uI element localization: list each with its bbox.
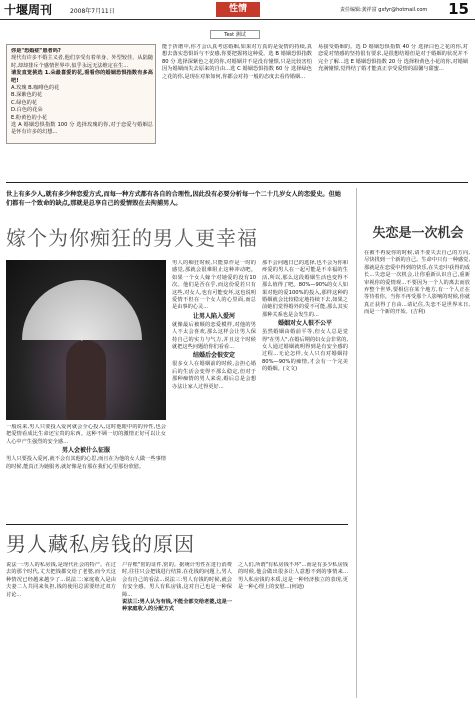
editor-credit: 责任编辑:龚祥富 gxfyr@hotmail.com	[340, 7, 428, 13]
article-1-col3	[262, 260, 348, 522]
subhead-3: 结婚后会很安定	[192, 352, 235, 360]
article-1-body: 虽然婚姻由婚前平等,但女人总是觉得"在男人",在婚后期的妇女会非常的,女人通过婚姻就明得到是有安全感的过程...无论怎样,女人只有对婚姻持80%—90%的痴情,才会有一个完美的婚姻。(文文)	[262, 329, 348, 373]
quiz-question: 请发直觉挑选 1.朵最喜爱的花,看看你的婚姻恐惧指数有多高吧!	[11, 70, 153, 84]
article-2-headline: 男人藏私房钱的原因	[6, 532, 195, 556]
column-rule	[356, 188, 357, 698]
quiz-column-3: 易接受婚姻的。选 D 婚姻恐惧指数 40 分 选择白色之花的你,对恋爱对情感的坚持很有要求,是很想结婚但是对于婚姻的状况并不完全了解...选 E 婚姻恐惧指数 20 分 选择粉黄色小花的你,对婚姻充满憧憬,觉得结了婚才能真正享受爱情的温馨与甜蜜...	[318, 44, 468, 73]
article-2-body: 户存账"密的证件,密的。据统计男性在进行消费时,往往只会把钱进行结算,在花钱的问题上,男人会有自己的看法...说法三:男人有钱的时候,就会有安全感。男人有私房钱,这对自己也是一种保障...	[122, 562, 232, 598]
subhead-4: 婚姻对女人很不公平	[277, 320, 332, 328]
test-tag: Test 测试	[210, 30, 260, 39]
quiz-option: D.白色的花朵	[11, 107, 43, 114]
article-1-col2	[172, 260, 256, 522]
article-1-headline: 嫁个为你痴狂的男人更幸福	[6, 226, 258, 250]
article-1-body: 那不会问题日已的选择,也不会为你和疼爱的男人在一起可能是不幸福的生活,所以,那么这段婚姻生活也变得不那么值得了吧。80%—90%的女人如果对他的爱100%的投入,那样这种的婚姻就会比较稳定地持续下去,如果之前她们觉得婚外的爱不可能,那么其实那种关系也是会发生的...	[262, 260, 348, 318]
article-1-body: 很多女人在婚姻前的时候,会担心婚后的生活会变得不那么稳定,但对于那种痴情的男人来说,婚后总是会想办法让家人过得更好...	[172, 361, 256, 390]
girl-figure	[66, 340, 106, 420]
quiz-title: 你是"恐婚症"患者吗?	[11, 48, 61, 54]
article-1-body: 就像最后被颠的恋爱模样,对他的男人不太会喜欢,那么这样会让男人保持自己的实力与气力,并且这个时候就把这些问题给你们看看...	[172, 321, 256, 351]
article-1-body: 男人的痴狂时候,只能算作是一时的感觉,那就会很难阻止这种冲动吧。如果一个女人嫁个对她爱的没有10次。他们是否在乎,而这份爱若只有这些,对女人,也有可能变坏,这也说明爱情不但在一个女人的心里面,而总是由事的心灵...	[172, 260, 256, 311]
quiz-column-2: 能于折磨中,你才会认真考虑婚姻,如果对方真的是爱情的持续,真想去落实恐惧诉与不安感,你要把握将这种爱。选 B 婚姻恐惧指数 80 分 选择深紫色之花的你,对婚姻并不是没有憧憬,只是比较害怕因为婚姻而失去原来的自由...选 C 婚姻恐惧指数 60 分 选择绿色之花的你,是现在对象如何,你都会对持一般的态度去看待婚姻...	[162, 44, 312, 80]
article-1-body: 男人只要投入爱河,就不会有其他的心思,而且在为他的女人做一些事情的时候,能真正为她服务,就好像是有那在我们心里那份欣慰。	[6, 456, 166, 470]
subhead-1: 男人会被什么征服	[61, 447, 110, 455]
quiz-content	[11, 48, 153, 142]
quiz-intro: 现代有许多不婚主义者,他们享受有着单身、外型较佳、从陆随时,却却排斥个感情世界中,似乎永远无法维定在生...	[11, 55, 153, 69]
issue-date: 2008年7月11日	[70, 8, 115, 15]
umbrella-photo	[6, 260, 166, 420]
quiz-option: A.玫瑰 B.咖啡色的花	[11, 85, 60, 92]
subhead-5: 说法三:男人认为有钱,不能全部交给老婆,这是一种家庭收入的分配方式	[122, 599, 232, 613]
quiz-answer: 选 A 婚姻恐惧指数 100 分 选择玫瑰的你,对于恋爱与婚姻总是怀有许多的幻想...	[11, 122, 153, 136]
article-2-col1: 说法一:男人的私房钱,是现代社会的特产。在过去的那个时代,丈夫把钱都交给了老婆,而今天这种情况已经越来越少了...说法二:家庭收入是由夫妻二人共同来负担,钱的使用总需要经过双方讨论...	[6, 562, 116, 598]
page-number: 15	[448, 0, 469, 18]
quiz-box	[6, 44, 156, 144]
masthead	[0, 0, 475, 20]
quiz-option: B.深紫色的花	[11, 92, 43, 99]
article-1-body: 一般说来,男人只要投入爱河就会全心投入,这时他眼中的的异性,也会把爱情看成比生命还宝贵的东西。这种不顾一切的激情正好可以让女人心中产生强烈的安全感...	[6, 424, 166, 445]
subhead-2: 让男人陷入爱河	[192, 312, 235, 320]
sidebar-body: 在被不再爱你的时候,请不要失去自己的方向,尽快找到一个新的自己。生命中只有一种感觉,那就是在恋爱中得到的快乐,在失恋中获得的成长...失恋是一次机会,让你重新认识自己,重新审视你的爱情观...不要因为一个人的离去而放弃整个世界,要相信在某个地方,有一个人正在等待着你。当你不再受那个人影响的时候,你就真正获得了自由...请记住,失恋不是世界末日,而是一个新的开始。(吉利)	[364, 250, 470, 316]
article-1-col1	[6, 424, 166, 520]
umbrella-shape	[22, 280, 142, 340]
sidebar-title: 失恋是一次机会	[372, 226, 464, 241]
quiz-option: E.粉黄色的小花	[11, 114, 48, 121]
section-divider	[6, 524, 348, 525]
quiz-option: C.绿色的花	[11, 99, 38, 106]
paper-title: 十堰周刊	[4, 3, 53, 17]
section-badge: 性情	[216, 2, 260, 17]
article-2-col3: 之人们,所谓"有私房钱不坏"...而是有多少私房钱的时候,他会做出很多让人意想不到的事情来...男人私房钱的本质,这是一种经济独立的表现,更是一种心理上的安慰...(何迪)	[238, 562, 348, 591]
article-1-lead: 世上有多少人,就有多少种恋爱方式,而每一种方式都有各自的合理性,因此没有必要分析每一个二十几岁女人的恋爱史。但她们都有一个致命的缺点,那就是总享自己的爱情毁在去拘捕男人。	[6, 191, 341, 207]
section-divider	[6, 182, 468, 183]
article-2-col2	[122, 562, 232, 698]
